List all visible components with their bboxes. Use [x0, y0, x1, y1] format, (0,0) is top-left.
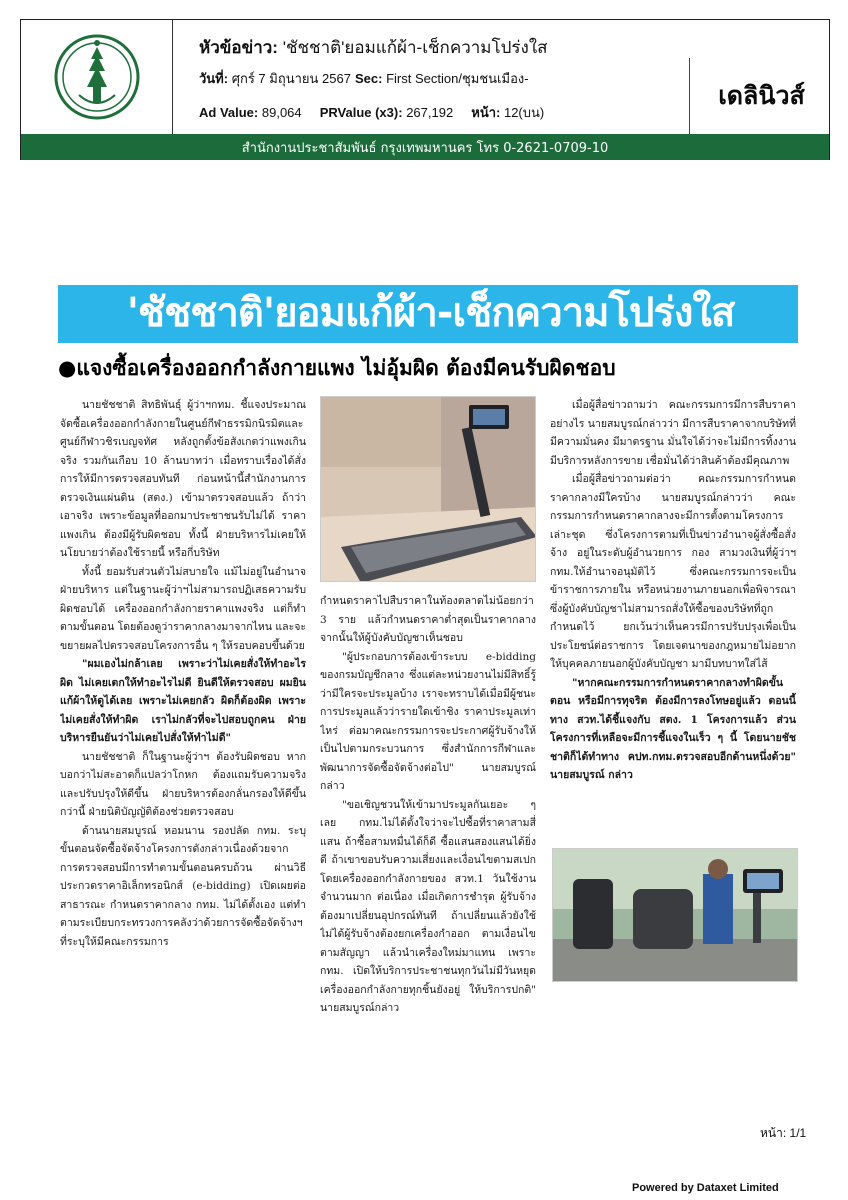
ad-label: Ad Value: [199, 105, 259, 120]
page-value: 12(บน) [503, 105, 545, 120]
sec-label: Sec: [355, 71, 383, 86]
col1-paragraph: ทั้งนี้ ยอมรับส่วนตัวไม่สบายใจ แม้ไม่อยู่ในอำนาจฝ่ายบริหาร แต่ในฐานะผู้ว่าฯไม่สามารถปฏิเสธความรับผิดชอบได้ เครื่องออกกำลังกายราคาแพงจริง แต่ก็ทำตามขั้นตอน โดยต้องดูว่าราคากลางมาจากไหน และจะขยายผลไปตรวจสอบโครงการอื่น ๆ ให้รอบคอบขึ้นด้วย [60, 565, 306, 652]
exercise-bike-photo [552, 848, 798, 982]
col1-paragraph: นายชัชชาติ สิทธิพันธุ์ ผู้ว่าฯกทม. ชี้แจงประมาณจัดซื้อเครื่องออกกำลังกายในศูนย์กีฬาธรรมิกนิรมิตและศูนย์กีฬาวชิรเบญจทัศ หลังถูกตั้งข้อสังเกตว่าแพงเกินจริง รวมกันเกือบ 10 ล้านบาทว่า เมื่อทราบเรื่องได้สั่งการให้มีการตรวจสอบทันที ก่อนหน้านี้สำนักงานการตรวจเงินแผ่นดิน (สตง.) เข้ามาตรวจสอบแล้ว ถ้าว่าเอาจริง เพราะข้อมูลที่ออกมาประชาชนรับไม่ได้ ราคาแพงเกิน ต้องมีผู้รับผิดชอบ ทั้งนี้ ฝ่ายบริหารไม่เคยให้นโยบายว่าต้องใช้รายนี้ หรือกี่บริษัท [60, 399, 306, 559]
page-number: หน้า: 1/1 [760, 1126, 807, 1140]
ad-value: 89,064 [261, 105, 302, 120]
sec-value: First Section/ชุมชนเมือง- [386, 71, 529, 86]
col3-quote: "หากคณะกรรมการกำหนดราคากลางทำผิดขั้นตอน หรือมีการทุจริต ต้องมีการลงโทษอยู่แล้ว ตอนนี้ทาง สวท.ได้ชี้แจงกับ สตง. 1 โครงการแล้ว ส่วนโครงการที่เหลือจะมีการชี้แจงในเร็ว ๆ นี้ โดยนายชัชชาติก็ได้ทำทาง คปท.กทม.ตรวจสอบอีกด้านหนึ่งด้วย" นายสมบูรณ์ กล่าว [550, 676, 796, 781]
section-row [355, 68, 529, 89]
page-label: หน้า: [471, 105, 501, 120]
col2-paragraph: กำหนดราคาไปสืบราคาในท้องตลาดไม่น้อยกว่า 3 ราย แล้วกำหนดราคาต่ำสุดเป็นราคากลาง จากนั้นให้ผู้บังคับบัญชาเห็นชอบ [320, 595, 536, 644]
col1-paragraph: ด้านนายสมบูรณ์ หอมนาน รองปลัด กทม. ระบุ ขั้นตอนจัดซื้อจัดจ้างโครงการดังกล่าวเนื่องด้วยจากการตรวจสอบมีการทำตามขั้นตอนครบถ้วน ผ่านวิธีประกวดราคาอิเล็กทรอนิกส์ (e-bidding) เปิดเผยต่อสาธารณะ กำหนดราคากลาง กทม. ไม่ได้ตั้งเอง แต่ทำตามระเบียบกระทรวงการคลังว่าด้วยการจัดซื้อจัดจ้างฯที่ระบุให้มีคณะกรรมการ [60, 824, 306, 948]
article-headline: 'ชัชชาติ'ยอมแก้ผ้า-เช็กความโปร่งใส [126, 290, 735, 336]
clipping-header [20, 19, 830, 160]
footer-credit: Powered by Dataxet Limited [632, 1182, 779, 1194]
topic-row [199, 34, 548, 61]
article-column-2 [320, 592, 536, 1036]
col1-paragraph: นายชัชชาติ ก็ในฐานะผู้ว่าฯ ต้องรับผิดชอบ หากบอกว่าไม่สะอาดก็แปลว่าโกหก ต้องแถมรับความจริงและปรับปรุงให้ดีขึ้น ฝ่ายบริหารต้องกลั่นกรองให้ดีขึ้นกว่านี้ ฝ่ายนิติบัญญัติต้องช่วยตรวจสอบ [60, 750, 306, 818]
topic-label: หัวข้อข่าว: [199, 38, 278, 57]
article-subheadline: ●แจงซื้อเครื่องออกกำลังกายแพง ไม่อุ้มผิด ต้องมีคนรับผิดชอบ [58, 355, 616, 380]
topic-value: 'ชัชชาติ'ยอมแก้ผ้า-เช็กความโปร่งใส [282, 38, 548, 57]
value-row [199, 102, 544, 123]
office-bar: สำนักงานประชาสัมพันธ์ กรุงเทพมหานคร โทร 0-2621-0709-10 [21, 134, 829, 160]
pr-value: 267,192 [406, 105, 454, 120]
date-label: วันที่: [199, 71, 229, 86]
col1-quote: "ผมเองไม่กล้าเลย เพราะว่าไม่เคยสั่งให้ทำอะไรผิด ไม่เคยเตกให้ทำอะไรไม่ดี ยินดีให้ตรวจสอบ ผมยินแก้ผ้าให้ดูได้เลย เพราะไม่เคยกลัว ผิดก็ต้องผิด เพราะไม่เคยสั่งให้ทำผิด เราไม่กลัวที่จะไปสอบถูกคน ฝ่ายบริหารยืนยันว่าไม่เคยไปสั่งให้ทำไม่ดี" [60, 658, 306, 744]
date-row [199, 68, 351, 89]
article-column-1 [60, 396, 306, 1036]
col3-paragraph: เมื่อผู้สื่อข่าวถามว่า คณะกรรมการมีการสืบราคาอย่างไร นายสมบูรณ์กล่าวว่า มีการสืบราคาจากบริษัทที่มีความมั่นคง มีมาตรฐาน มั่นใจได้ว่าจะไม่มีการทิ้งงาน มีบริการหลังการขาย เชื่อมั่นได้ว่าสินค้าต้องมีคุณภาพ [550, 399, 796, 467]
col3-paragraph: เมื่อผู้สื่อข่าวถามต่อว่า คณะกรรมการกำหนดราคากลางมีใครบ้าง นายสมบูรณ์กล่าวว่า คณะกรรมการกำหนดราคากลางจะมีการตั้งตามโครงการเล่าะชุด ซึ่งโครงการตามที่เป็นข่าวอำนาจผู้สั่งซื้อสั่งจ้าง อยู่ในระดับผู้อำนวยการ กอง สามวงเงินที่ผู้ว่าฯ กทม.ให้อำนาจอนุมัติไว้ ซึ่งคณะกรรมการจะเป็นข้าราชการภายใน หรือหน่วยงานภายนอกเพื่อพิจารณา ซึ่งผู้บังคับบัญชาไม่สามารถสั่งให้ซื้อของบริษัทที่ถูกกำหนดไว้ ยกเว้นว่าเห็นควรมีการปรับปรุงเพื่อเป็นประโยชน์ต่อราชการ โดยเจตนาของกฎหมายไม่อยากให้บุคคลภายนอกผู้บังคับบัญชา มามีบทบาทใส่ไส้ [550, 473, 796, 670]
col2-paragraph: "ผู้ประกอบการต้องเข้าระบบ e-bidding ของกรมบัญชีกลาง ซึ่งแต่ละหน่วยงานไม่มีสิทธิ์รู้ว่ามีใครจะประมูลบ้าง เราจะทราบได้เมื่อมีผู้ชนะการประมูลแล้วว่ารายใดเข้าชิง ราคาประมูลเท่าไหร่ ต่อมาคณะกรรมการจะประกาศผู้รับจ้างให้เป็นไปตามกระบวนการ ซึ่งสำนักการกีฬาและพัฒนาการจัดซื้อจัดจ้างต่อไป" นายสมบูรณ์กล่าว [320, 650, 536, 792]
bma-seal-icon [51, 25, 143, 129]
brand-divider [689, 58, 690, 134]
pr-label: PRValue (x3): [319, 105, 403, 120]
col2-paragraph: "ขอเชิญชวนให้เข้ามาประมูลกันเยอะ ๆ เลย กทม.ไม่ได้ตั้งใจว่าจะไปซื้อที่ราคาสามสี่แสน ถ้าซื้อสามหมื่นได้ก็ดี ซื้อแสนสองแสนได้ยิ่งดี ถ้าเขาขอบรับความเสี่ยงและเงื่อนไขตามสเปก โดยเครื่องออกกำลังกายของ สวท.1 วันใช้งานจำนวนมาก ต่อเนื่อง เมื่อเกิดการชำรุด ผู้รับจ้างต้องมาเปลี่ยนอุปกรณ์ทันที ถ้าเปลี่ยนแล้วยังใช้ไม่ได้ผู้รับจ้างต้องยกเครื่องกำออก ตามเงื่อนไขตามสัญญา แล้วนำเครื่องใหม่มาแทน เพราะ กทม. เปิดให้บริการประชาชนทุกวันไม่มีวันหยุด เครื่องออกกำลังกายทุกชิ้นยังอยู่ ให้บริการปกติ" นายสมบูรณ์กล่าว [320, 798, 536, 1014]
article-column-3 [550, 396, 796, 840]
treadmill-photo [320, 396, 536, 582]
publication-logo: เดลินิวส์ [718, 81, 805, 110]
date-value: ศุกร์ 7 มิถุนายน 2567 [231, 71, 351, 86]
bma-seal-cell [21, 20, 173, 134]
